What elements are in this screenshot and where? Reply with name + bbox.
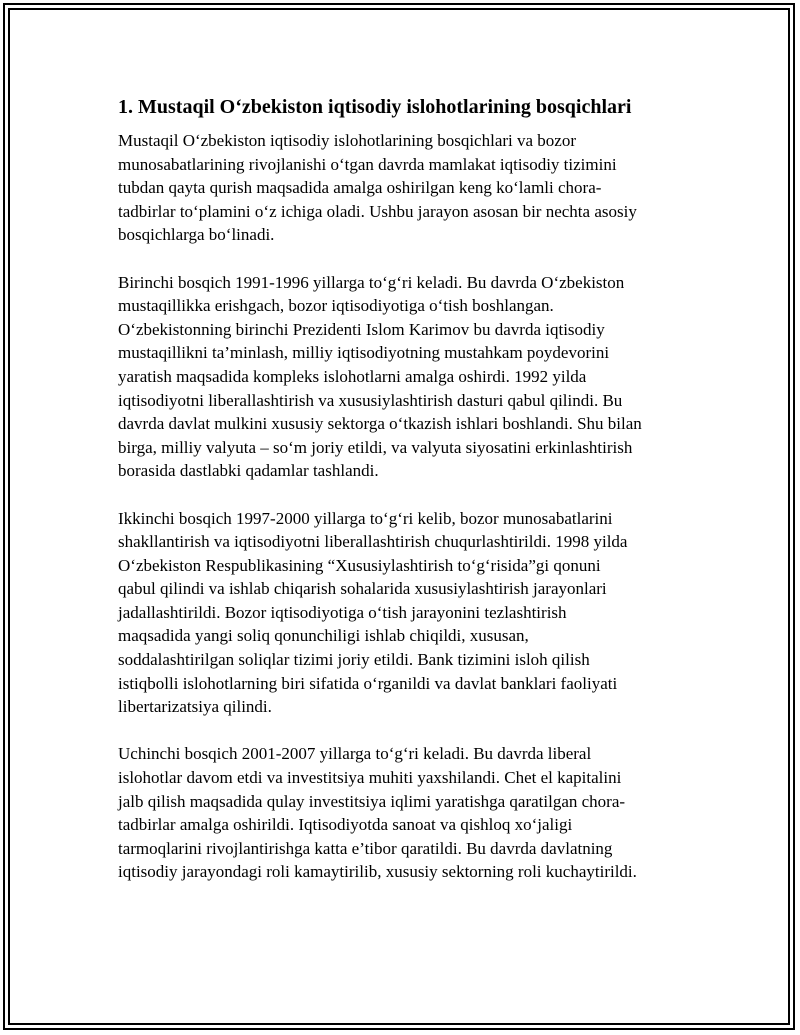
text-line: Mustaqil O‘zbekiston iqtisodiy islohotlarining bosqichlari va bozor [118,131,576,150]
text-line: iqtisodiyotni liberallashtirish va xususiylashtirish dasturi qabul qilindi. Bu [118,390,623,410]
text-line: tadbirlar amalga oshirildi. Iqtisodiyotda sanoat va qishloq xo‘jaligi [118,815,573,835]
text-line: shakllantirish va iqtisodiyotni liberallashtirish chuqurlashtirildi. 1998 yilda [118,532,628,552]
paragraph-stage-2 [118,507,698,719]
text-line: tarmoqlarini rivojlantirishga katta e’tibor qaratildi. Bu davrda davlatning [118,838,613,858]
text-line: mustaqillikka erishgach, bozor iqtisodiyotiga o‘tish boshlangan. [118,296,554,316]
document-body [118,93,698,884]
text-line: O‘zbekistonning birinchi Prezidenti Islom Karimov bu davrda iqtisodiy [118,319,605,339]
text-line: islohotlar davom etdi va investitsiya muhiti yaxshilandi. Chet el kapitalini [118,768,622,788]
text-line: tadbirlar to‘plamini o‘z ichiga oladi. Ushbu jarayon asosan bir nechta asosiy [118,201,637,221]
paragraph-stage-3 [118,742,698,884]
text-line: birga, milliy valyuta – so‘m joriy etildi, va valyuta siyosatini erkinlashtirish [118,437,633,457]
paragraph-intro [118,129,698,247]
section-heading: 1. Mustaqil O‘zbekiston iqtisodiy islohotlarining bosqichlari [118,96,632,118]
text-line: jalb qilish maqsadida qulay investitsiya iqlimi yaratishga qaratilgan chora- [118,791,626,811]
text-line: qabul qilindi va ishlab chiqarish sohalarida xususiylashtirish jarayonlari [118,579,607,599]
text-line: maqsadida yangi soliq qonunchiligi ishlab chiqildi, xususan, [118,626,529,646]
text-line: Uchinchi bosqich 2001-2007 yillarga to‘g‘ri keladi. Bu davrda liberal [118,744,592,764]
paragraph-stage-1 [118,271,698,483]
text-line: jadallashtirildi. Bozor iqtisodiyotiga o‘tish jarayonini tezlashtirish [118,602,567,622]
text-line: O‘zbekiston Respublikasining “Xususiylashtirish to‘g‘risida”gi qonuni [118,555,601,575]
text-line: Birinchi bosqich 1991-1996 yillarga to‘g‘ri keladi. Bu davrda O‘zbekiston [118,272,625,292]
text-line: libertarizatsiya qilindi. [118,697,272,717]
text-line: tubdan qayta qurish maqsadida amalga oshirilgan keng ko‘lamli chora- [118,178,602,198]
text-line: soddalashtirilgan soliqlar tizimi joriy etildi. Bank tizimini isloh qilish [118,650,590,670]
text-line: davrda davlat mulkini xususiy sektorga o‘tkazish ishlari boshlandi. Shu bilan [118,414,642,434]
text-line: istiqbolli islohotlarning biri sifatida o‘rganildi va davlat banklari faoliyati [118,673,618,693]
text-line: Ikkinchi bosqich 1997-2000 yillarga to‘g‘ri kelib, bozor munosabatlarini [118,508,613,528]
text-line: yaratish maqsadida kompleks islohotlarni amalga oshirdi. 1992 yilda [118,366,587,386]
text-line: borasida dastlabki qadamlar tashlandi. [118,461,379,481]
text-line: bosqichlarga bo‘linadi. [118,225,275,245]
text-line: iqtisodiy jarayondagi roli kamaytirilib, xususiy sektorning roli kuchaytirildi. [118,862,637,882]
text-line: mustaqillikni ta’minlash, milliy iqtisodiyotning mustahkam poydevorini [118,343,610,363]
text-line: munosabatlarining rivojlanishi o‘tgan davrda mamlakat iqtisodiy tizimini [118,154,617,174]
